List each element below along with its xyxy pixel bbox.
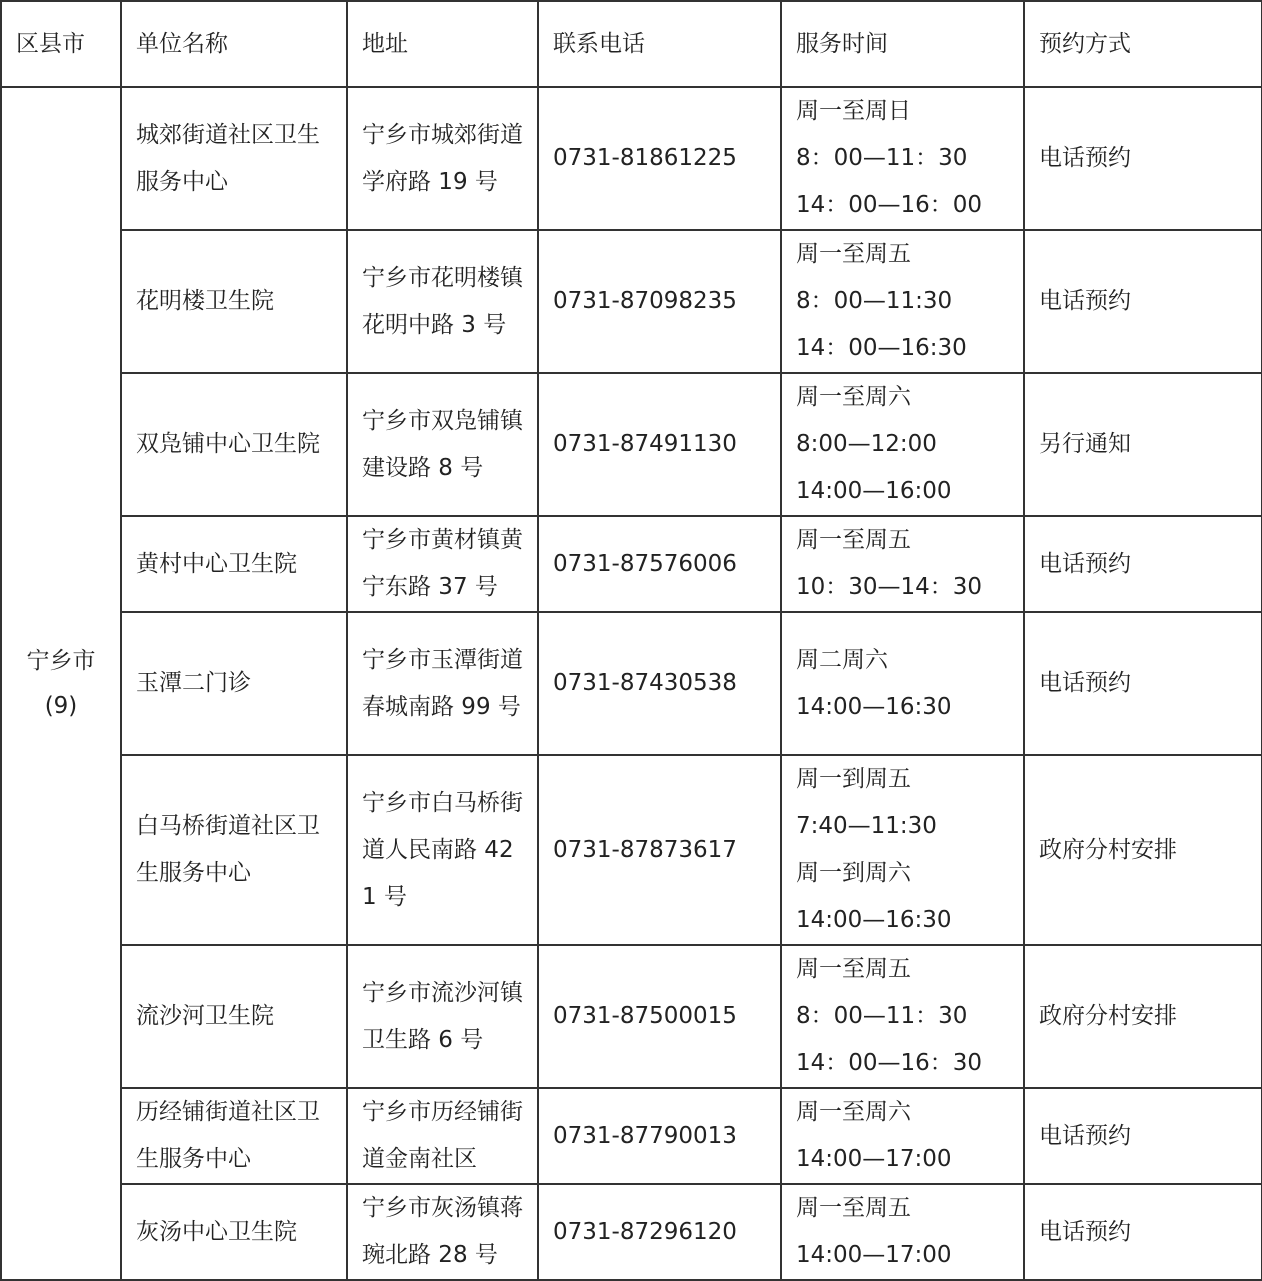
booking-cell: 政府分村安排	[1024, 755, 1262, 945]
address-cell: 宁乡市花明楼镇花明中路 3 号	[347, 230, 538, 373]
address-cell: 宁乡市历经铺街道金南社区	[347, 1088, 538, 1184]
region-name: 宁乡市	[26, 647, 96, 674]
service-time-cell	[781, 1088, 1024, 1184]
phone-cell: 0731-81861225	[538, 87, 781, 230]
header-row	[1, 1, 1262, 87]
header-cell: 单位名称	[121, 1, 347, 87]
service-time-line: 周二周六	[796, 646, 888, 673]
unit-name-cell: 双凫铺中心卫生院	[121, 373, 347, 516]
address-cell: 宁乡市黄材镇黄宁东路 37 号	[347, 516, 538, 612]
phone-cell: 0731-87296120	[538, 1184, 781, 1280]
service-time-cell	[781, 516, 1024, 612]
service-time-line: 周一至周五	[796, 956, 911, 982]
booking-cell: 电话预约	[1024, 230, 1262, 373]
phone-cell: 0731-87873617	[538, 755, 781, 945]
booking-cell: 政府分村安排	[1024, 945, 1262, 1088]
header-cell: 服务时间	[781, 1, 1024, 87]
service-time-line: 8：00—11：30	[796, 145, 968, 171]
unit-name-cell: 灰汤中心卫生院	[121, 1184, 347, 1280]
header-cell: 联系电话	[538, 1, 781, 87]
service-time-cell	[781, 1184, 1024, 1280]
service-time-line: 14:00—16:30	[796, 693, 952, 720]
booking-cell: 电话预约	[1024, 1088, 1262, 1184]
unit-name-cell: 白马桥街道社区卫生服务中心	[121, 755, 347, 945]
service-time-line: 周一至周五	[796, 241, 911, 267]
phone-cell: 0731-87430538	[538, 612, 781, 755]
table-row	[1, 945, 1262, 1088]
unit-name-cell: 玉潭二门诊	[121, 612, 347, 755]
service-time-line: 14:00—16:00	[796, 478, 952, 504]
unit-name-cell: 城郊街道社区卫生服务中心	[121, 87, 347, 230]
phone-cell: 0731-87500015	[538, 945, 781, 1088]
phone-cell: 0731-87098235	[538, 230, 781, 373]
phone-cell: 0731-87491130	[538, 373, 781, 516]
table-row	[1, 516, 1262, 612]
booking-cell: 电话预约	[1024, 612, 1262, 755]
service-time-line: 周一到周五	[796, 766, 911, 792]
phone-cell: 0731-87790013	[538, 1088, 781, 1184]
service-time-line: 14：00—16：00	[796, 192, 983, 218]
unit-name-cell: 流沙河卫生院	[121, 945, 347, 1088]
table-row	[1, 230, 1262, 373]
table-row	[1, 612, 1262, 755]
service-time-cell	[781, 612, 1024, 755]
service-time-line: 14：00—16:30	[796, 335, 967, 361]
service-time-line: 14:00—17:00	[796, 1242, 952, 1268]
service-time-line: 周一至周六	[796, 384, 911, 410]
service-time-line: 周一至周日	[796, 98, 911, 124]
booking-cell: 电话预约	[1024, 87, 1262, 230]
booking-cell: 另行通知	[1024, 373, 1262, 516]
service-time-cell	[781, 230, 1024, 373]
service-time-cell	[781, 755, 1024, 945]
service-time-line: 周一至周五	[796, 1195, 911, 1221]
service-time-line: 周一至周六	[796, 1099, 911, 1125]
service-time-line: 周一至周五	[796, 527, 911, 553]
address-cell: 宁乡市双凫铺镇建设路 8 号	[347, 373, 538, 516]
service-time-line: 8：00—11:30	[796, 288, 953, 314]
header-cell: 区县市	[1, 1, 121, 87]
service-time-line: 14：00—16：30	[796, 1050, 983, 1076]
header-cell: 地址	[347, 1, 538, 87]
unit-name-cell: 黄村中心卫生院	[121, 516, 347, 612]
service-time-line: 8:00—12:00	[796, 431, 937, 457]
table-row	[1, 1088, 1262, 1184]
table-row	[1, 1184, 1262, 1280]
table-row	[1, 87, 1262, 230]
booking-cell: 电话预约	[1024, 1184, 1262, 1280]
address-cell: 宁乡市白马桥街道人民南路 421 号	[347, 755, 538, 945]
service-time-line: 8：00—11：30	[796, 1003, 968, 1029]
phone-cell: 0731-87576006	[538, 516, 781, 612]
table-row	[1, 755, 1262, 945]
service-time-line: 14:00—17:00	[796, 1146, 952, 1172]
service-time-line: 周一到周六	[796, 860, 911, 886]
unit-name-cell: 历经铺街道社区卫生服务中心	[121, 1088, 347, 1184]
address-cell: 宁乡市灰汤镇蒋琬北路 28 号	[347, 1184, 538, 1280]
service-time-line: 7:40—11:30	[796, 813, 937, 839]
region-cell	[1, 87, 121, 1280]
unit-name-cell: 花明楼卫生院	[121, 230, 347, 373]
table-row	[1, 373, 1262, 516]
header-cell: 预约方式	[1024, 1, 1262, 87]
address-cell: 宁乡市流沙河镇卫生路 6 号	[347, 945, 538, 1088]
service-time-cell	[781, 373, 1024, 516]
region-count: (9)	[44, 692, 78, 719]
service-time-cell	[781, 87, 1024, 230]
service-time-cell	[781, 945, 1024, 1088]
service-time-line: 14:00—16:30	[796, 907, 952, 933]
address-cell: 宁乡市玉潭街道春城南路 99 号	[347, 612, 538, 755]
address-cell: 宁乡市城郊街道学府路 19 号	[347, 87, 538, 230]
service-time-line: 10：30—14：30	[796, 574, 983, 600]
booking-cell: 电话预约	[1024, 516, 1262, 612]
